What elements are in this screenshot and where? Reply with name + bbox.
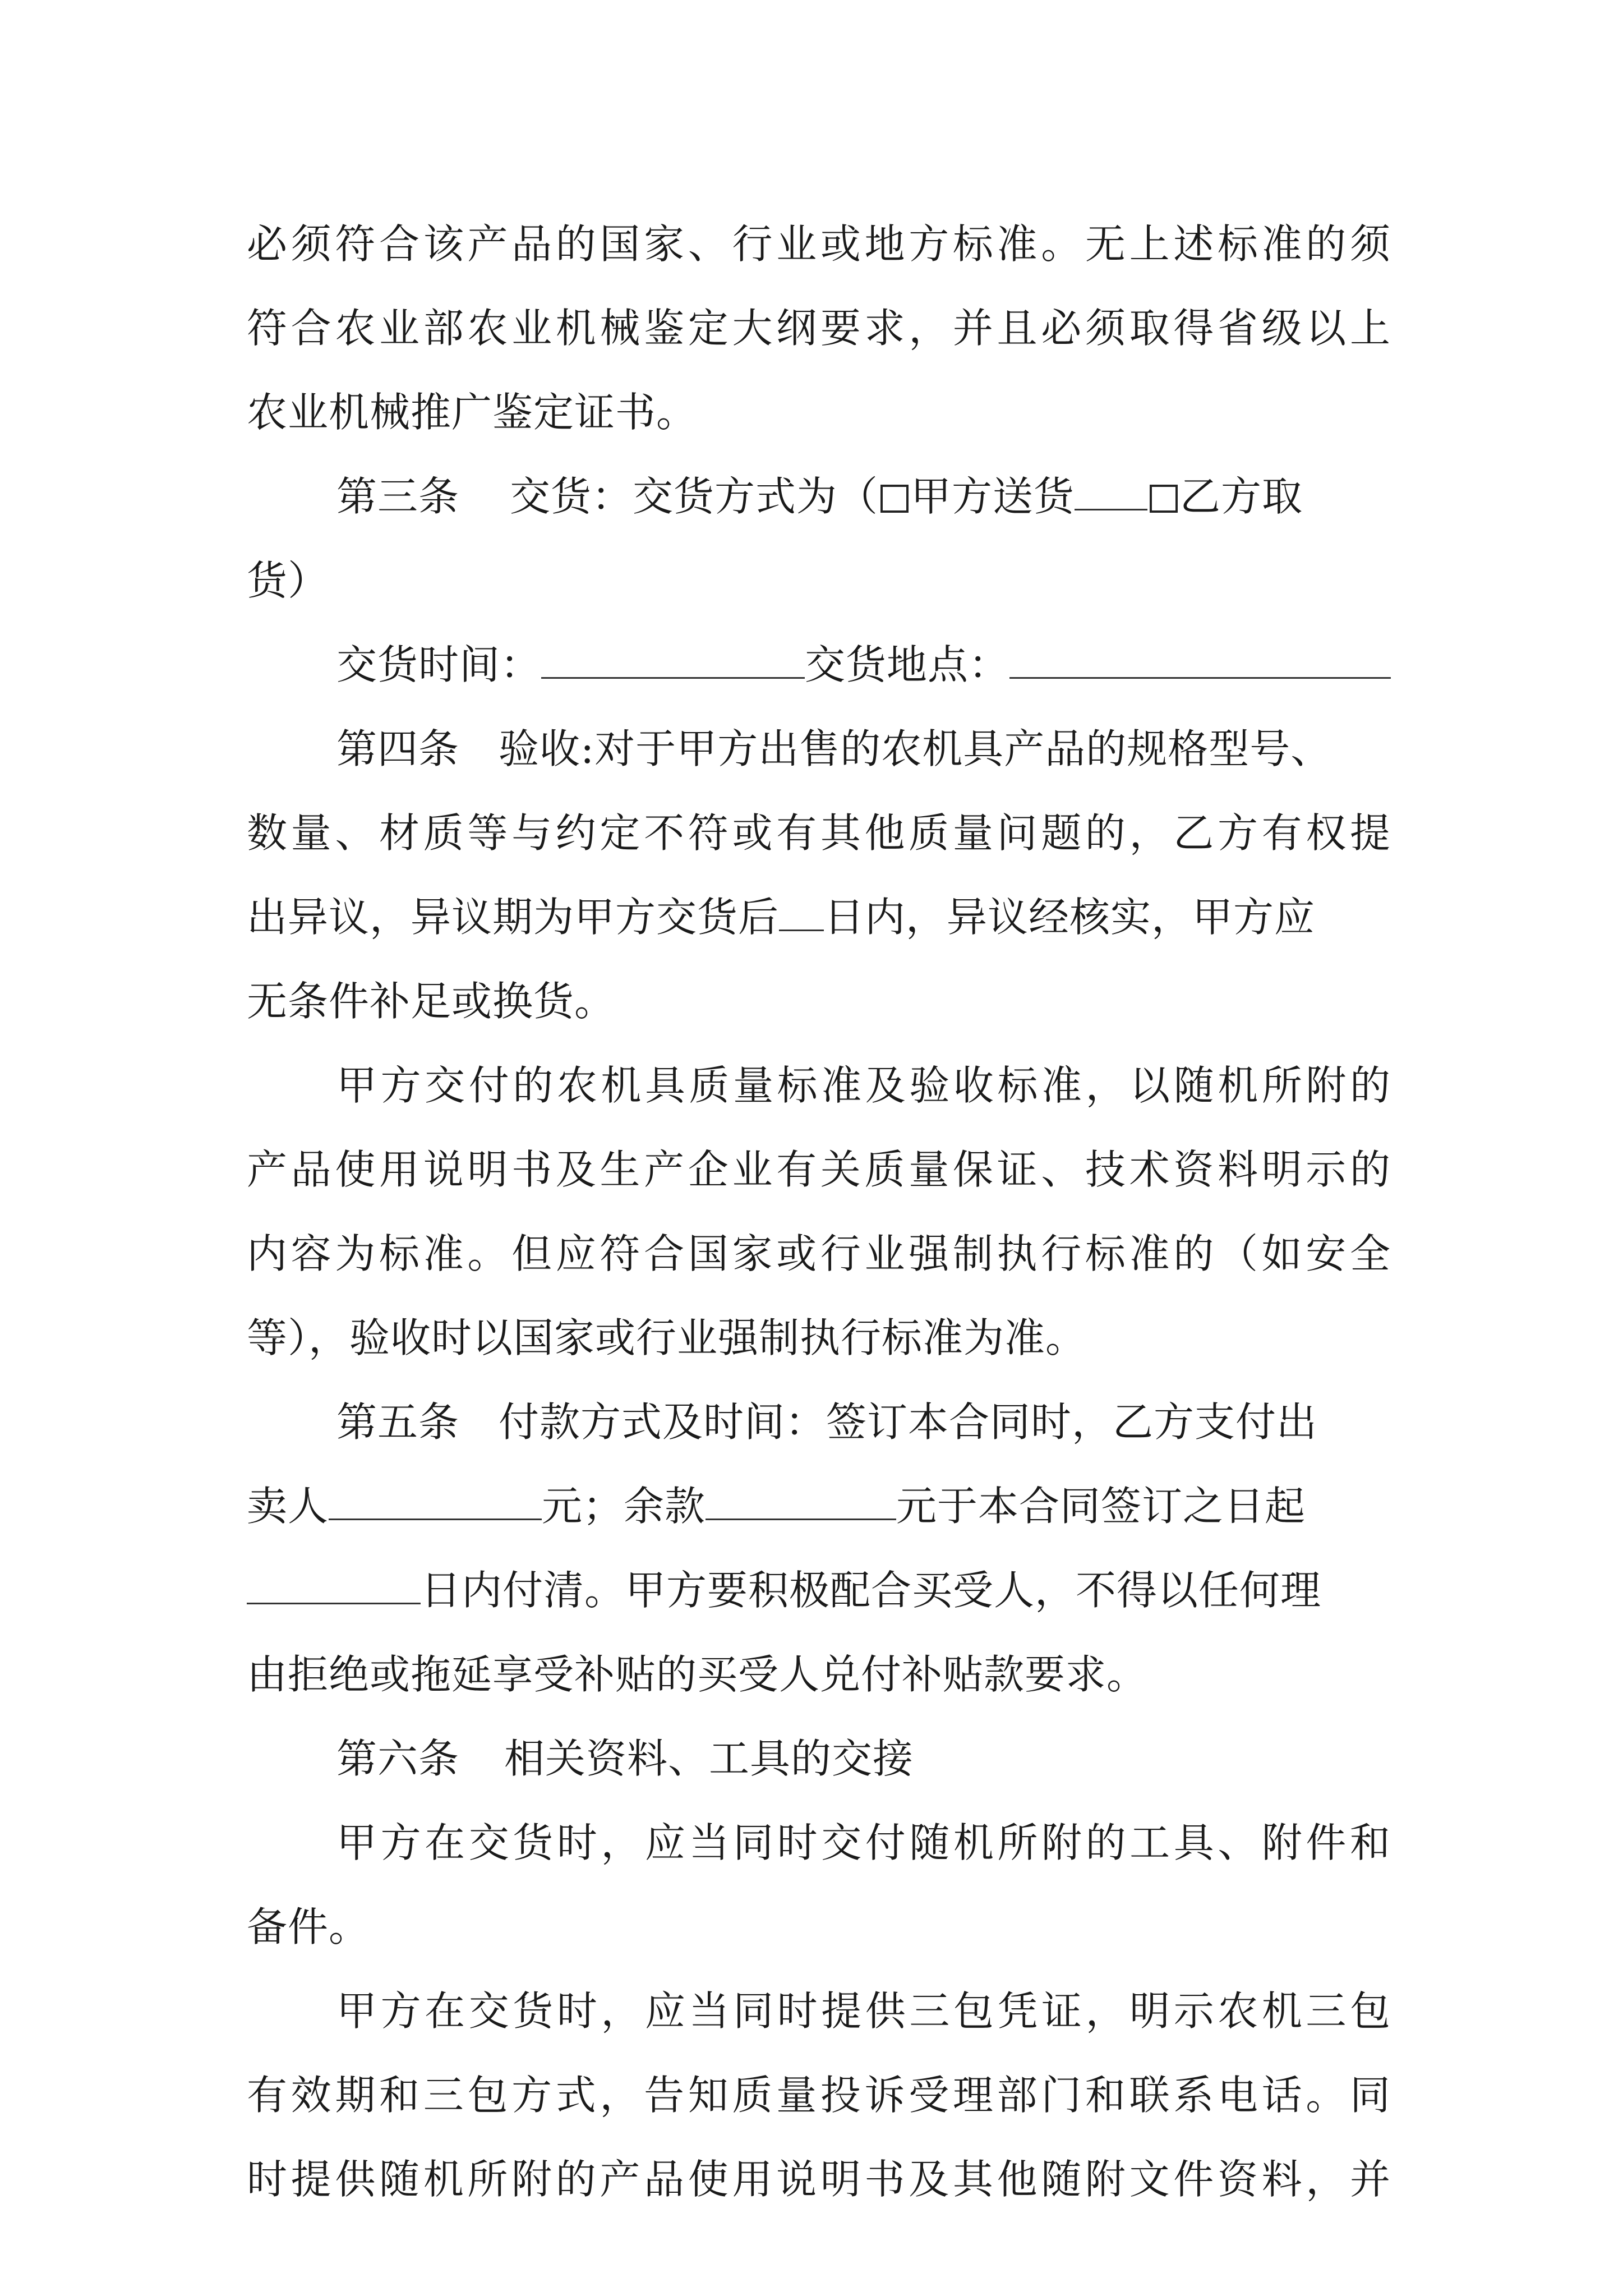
delivery-place-field[interactable]	[1009, 646, 1391, 679]
text-line: 符合农业部农业机械鉴定大纲要求，并且必须取得省级以上	[247, 305, 1391, 352]
article-4-heading: 第四条	[336, 725, 460, 772]
text-line: 数量、材质等与约定不符或有其他质量问题的，乙方有权提	[247, 809, 1391, 857]
text-line: 有效期和三包方式，告知质量投诉受理部门和联系电话。同	[247, 2072, 1391, 2119]
text-span: 出异议，异议期为甲方交货后	[247, 894, 780, 941]
text-span: 验收:对于甲方出售的农机具产品的规格型号、	[499, 725, 1332, 772]
article-6-line-1	[247, 1717, 1391, 1801]
delivery-time-field[interactable]	[541, 646, 805, 679]
deposit-amount-field[interactable]	[329, 1487, 542, 1520]
objection-days-field[interactable]	[779, 898, 824, 931]
article-6-heading: 第六条	[336, 1735, 460, 1782]
text-line: 备件。	[247, 1903, 370, 1950]
text-line: 必须符合该产品的国家、行业或地方标准。无上述标准的须	[247, 220, 1391, 268]
article-3-line-1	[247, 454, 1391, 539]
text-line: 甲方在交货时，应当同时交付随机所附的工具、附件和	[336, 1819, 1391, 1866]
article-5-line-2	[247, 1464, 1391, 1548]
payment-days-field[interactable]	[247, 1571, 421, 1604]
delivery-info-line	[247, 623, 1391, 707]
text-line: 内容为标准。但应符合国家或行业强制执行标准的（如安全	[247, 1230, 1391, 1277]
text-span: 日内付清。甲方要积极配合买受人，不得以任何理	[421, 1567, 1322, 1614]
text-line: 货）	[247, 557, 329, 604]
balance-amount-field[interactable]	[706, 1487, 896, 1520]
checkbox-buyer-pickup[interactable]	[1150, 485, 1178, 513]
article-3-heading: 第三条	[336, 473, 460, 520]
option-label: 乙方取	[1180, 473, 1303, 520]
article-5-line-1	[247, 1380, 1391, 1464]
text-span: 付款方式及时间：签订本合同时，乙方支付出	[499, 1398, 1318, 1446]
text-line: 时提供随机所附的产品使用说明书及其他随附文件资料，并	[247, 2156, 1391, 2203]
text-line: 无条件补足或换货。	[247, 978, 616, 1025]
delivery-place-label: 交货地点：	[805, 641, 1010, 688]
text-span: 元于本合同签订之日起	[896, 1483, 1306, 1530]
option-label: 甲方送货	[911, 473, 1075, 520]
text-line: 由拒绝或拖延享受补贴的买受人兑付补贴款要求。	[247, 1651, 1148, 1698]
article-5-heading: 第五条	[336, 1398, 460, 1446]
article-4-line-1	[247, 707, 1391, 791]
text-line: 甲方交付的农机具质量标准及验收标准，以随机所附的	[336, 1062, 1391, 1109]
text-line: 等），验收时以国家或行业强制执行标准为准。	[247, 1314, 1087, 1361]
text-span: 卖人	[247, 1483, 329, 1530]
text-span: 元；余款	[542, 1483, 706, 1530]
text-line: 产品使用说明书及生产企业有关质量保证、技术资料明示的	[247, 1146, 1391, 1193]
text-span: 交货：交货方式为（	[510, 473, 879, 520]
text-span: 相关资料、工具的交接	[504, 1735, 914, 1782]
checkbox-seller-delivery[interactable]	[880, 485, 909, 513]
text-span: 日内，异议经核实，甲方应	[824, 894, 1316, 941]
delivery-time-label: 交货时间：	[336, 641, 542, 688]
article-5-line-3	[247, 1548, 1391, 1632]
text-line: 农业机械推广鉴定证书。	[247, 389, 698, 436]
article-4-line-3	[247, 875, 1391, 959]
document-body	[247, 202, 1391, 2221]
blank-field[interactable]	[1075, 477, 1147, 510]
text-line: 甲方在交货时，应当同时提供三包凭证，明示农机三包	[336, 1987, 1391, 2035]
